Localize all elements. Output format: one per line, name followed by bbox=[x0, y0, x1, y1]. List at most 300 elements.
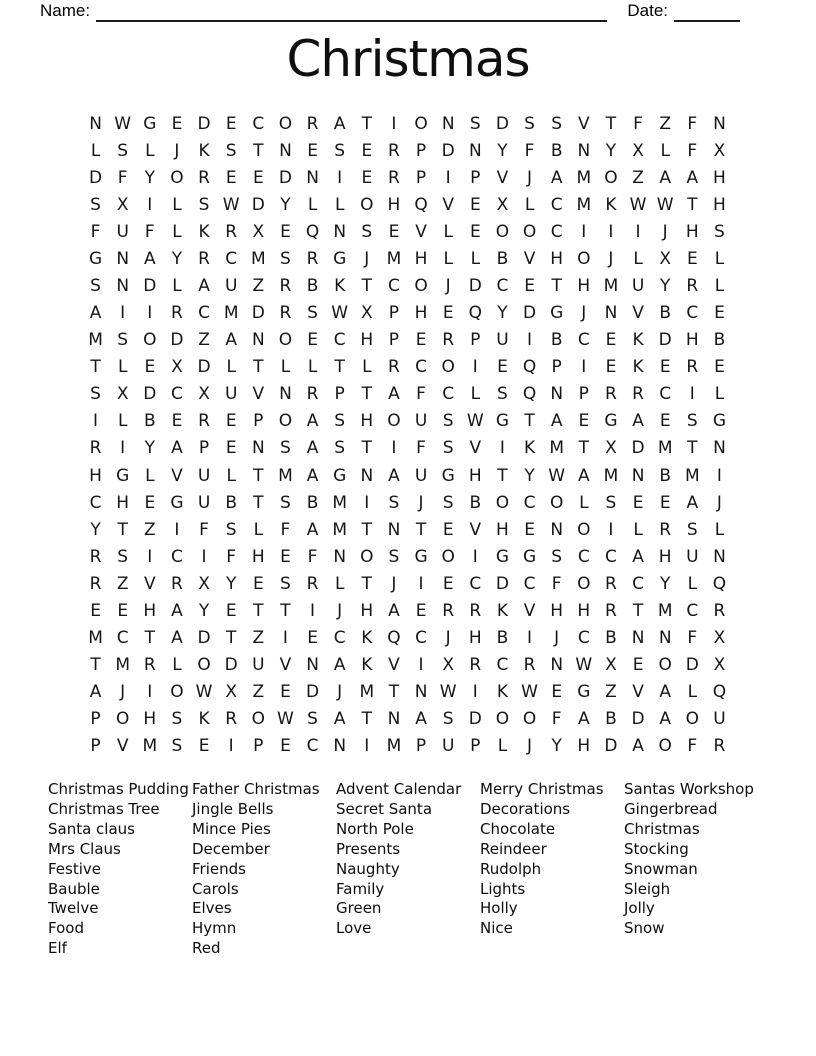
grid-letter: D bbox=[658, 330, 672, 351]
grid-letter: D bbox=[631, 438, 645, 459]
grid-letter: B bbox=[143, 411, 156, 432]
grid-letter: L bbox=[524, 194, 535, 215]
grid-letter: J bbox=[527, 736, 533, 757]
grid-letter: N bbox=[116, 276, 130, 296]
grid-letter: Q bbox=[522, 357, 537, 378]
grid-letter: U bbox=[496, 330, 509, 351]
word-item: Love bbox=[336, 919, 372, 938]
grid-letter: V bbox=[415, 221, 427, 242]
grid-letter: H bbox=[468, 628, 482, 649]
grid-letter: T bbox=[253, 492, 264, 513]
grid-letter: I bbox=[581, 357, 587, 378]
grid-letter: B bbox=[605, 709, 617, 730]
grid-letter: C bbox=[550, 221, 563, 242]
grid-letter: A bbox=[306, 465, 319, 486]
word-item: Green bbox=[336, 899, 382, 918]
grid-letter: R bbox=[225, 709, 238, 730]
name-blank-line bbox=[96, 2, 607, 22]
grid-letter: X bbox=[713, 140, 726, 161]
grid-letter: C bbox=[333, 628, 346, 649]
word-item: Family bbox=[336, 879, 385, 898]
grid-letter: O bbox=[522, 221, 537, 242]
grid-letter: Y bbox=[497, 303, 508, 324]
grid-letter: S bbox=[442, 438, 454, 459]
grid-letter: N bbox=[279, 140, 292, 161]
word-item: Christmas Pudding bbox=[48, 780, 189, 798]
grid-letter: P bbox=[198, 438, 210, 459]
word-item: Sleigh bbox=[624, 879, 671, 898]
grid-letter: O bbox=[170, 682, 184, 703]
grid-letter: R bbox=[686, 357, 699, 378]
grid-letter: C bbox=[523, 573, 536, 594]
grid-letter: P bbox=[415, 736, 427, 757]
grid-letter: T bbox=[253, 465, 264, 486]
grid-letter: O bbox=[143, 330, 157, 351]
grid-letter: G bbox=[333, 465, 347, 486]
grid-letter: M bbox=[332, 492, 348, 513]
grid-letter: H bbox=[414, 248, 428, 269]
grid-letter: I bbox=[445, 167, 451, 188]
grid-letter: B bbox=[550, 140, 563, 161]
grid-letter: G bbox=[550, 303, 564, 324]
word-item: Mrs Claus bbox=[48, 839, 121, 858]
grid-letter: K bbox=[632, 330, 644, 351]
grid-letter: T bbox=[497, 465, 508, 486]
grid-letter: Z bbox=[252, 682, 265, 703]
grid-letter: A bbox=[577, 465, 590, 486]
grid-letter: O bbox=[278, 411, 293, 432]
grid-letter: L bbox=[280, 357, 291, 378]
grid-letter: X bbox=[360, 303, 373, 324]
grid-letter: G bbox=[577, 682, 591, 703]
grid-letter: R bbox=[306, 248, 319, 269]
grid-letter: F bbox=[551, 573, 562, 594]
grid-letter: F bbox=[416, 438, 426, 459]
grid-letter: A bbox=[388, 384, 400, 405]
grid-letter: R bbox=[89, 438, 102, 459]
grid-letter: S bbox=[686, 411, 698, 432]
grid-letter: A bbox=[198, 276, 210, 296]
word-list-column bbox=[336, 780, 480, 959]
grid-letter: D bbox=[468, 276, 482, 296]
grid-letter: A bbox=[333, 709, 346, 730]
grid-letter: Y bbox=[198, 600, 210, 621]
grid-letter: D bbox=[251, 194, 265, 215]
grid-letter: F bbox=[524, 140, 535, 161]
grid-letter: Q bbox=[522, 384, 537, 405]
grid-letter: R bbox=[713, 736, 726, 757]
grid-letter: S bbox=[225, 140, 237, 161]
grid-letter: C bbox=[605, 546, 617, 567]
grid-letter: L bbox=[117, 411, 128, 432]
word-item: Mince Pies bbox=[192, 819, 271, 838]
word-item: Elves bbox=[192, 899, 232, 918]
grid-letter: I bbox=[147, 546, 153, 567]
grid-letter: W bbox=[575, 655, 593, 676]
grid-letter: Z bbox=[143, 519, 156, 540]
grid-letter: N bbox=[333, 221, 347, 242]
word-item: Rudolph bbox=[480, 859, 542, 878]
grid-letter: P bbox=[253, 736, 264, 757]
grid-letter: H bbox=[496, 519, 509, 540]
grid-letter: Q bbox=[712, 682, 727, 703]
grid-letter: S bbox=[388, 492, 400, 513]
grid-letter: F bbox=[280, 519, 291, 540]
grid-letter: F bbox=[199, 519, 209, 540]
grid-letter: Y bbox=[144, 167, 155, 188]
grid-letter: D bbox=[604, 736, 618, 757]
grid-letter: X bbox=[171, 357, 183, 378]
grid-letter: L bbox=[714, 519, 725, 540]
grid-letter: Q bbox=[468, 303, 482, 324]
grid-letter: C bbox=[415, 357, 427, 378]
grid-letter: I bbox=[364, 492, 370, 513]
grid-letter: O bbox=[441, 546, 455, 567]
grid-letter: K bbox=[361, 628, 373, 649]
grid-letter: L bbox=[470, 384, 481, 405]
grid-letter: P bbox=[415, 140, 427, 161]
grid-letter: T bbox=[253, 600, 264, 621]
grid-letter: N bbox=[306, 167, 319, 188]
grid-letter: L bbox=[334, 573, 345, 594]
grid-letter: O bbox=[685, 709, 699, 730]
grid-letter: C bbox=[632, 573, 644, 594]
word-item: Hymn bbox=[192, 919, 237, 938]
grid-letter: A bbox=[415, 709, 427, 730]
grid-letter: D bbox=[306, 682, 320, 703]
grid-letter: H bbox=[713, 194, 726, 215]
name-date-row bbox=[40, 0, 740, 22]
grid-letter: Z bbox=[659, 113, 672, 134]
grid-letter: A bbox=[550, 411, 563, 432]
grid-letter: L bbox=[226, 357, 236, 378]
grid-letter: I bbox=[418, 655, 424, 676]
grid-letter: R bbox=[605, 600, 617, 621]
grid-letter: N bbox=[89, 113, 102, 134]
grid-letter: W bbox=[656, 194, 674, 215]
grid-letter: T bbox=[144, 628, 155, 649]
grid-letter: F bbox=[687, 628, 698, 649]
word-item: Snowman bbox=[624, 859, 698, 878]
word-item: Twelve bbox=[48, 899, 99, 918]
grid-letter: P bbox=[388, 303, 400, 324]
grid-letter: R bbox=[605, 384, 617, 405]
grid-letter: L bbox=[334, 194, 345, 215]
grid-letter: V bbox=[442, 194, 454, 215]
grid-letter: L bbox=[172, 194, 182, 215]
word-item: Carols bbox=[192, 879, 239, 898]
grid-letter: X bbox=[605, 438, 617, 459]
grid-letter: I bbox=[147, 303, 153, 324]
grid-letter: M bbox=[250, 248, 266, 269]
grid-letter: J bbox=[120, 682, 126, 703]
grid-letter: L bbox=[307, 194, 318, 215]
grid-letter: V bbox=[577, 113, 590, 134]
grid-letter: C bbox=[171, 384, 183, 405]
grid-letter: I bbox=[201, 546, 207, 567]
date-label: Date: bbox=[627, 1, 668, 20]
grid-letter: N bbox=[550, 519, 564, 540]
grid-letter: I bbox=[689, 384, 695, 405]
word-item: Decorations bbox=[480, 799, 571, 818]
grid-letter: N bbox=[658, 628, 672, 649]
grid-letter: C bbox=[333, 330, 346, 351]
grid-letter: I bbox=[608, 519, 614, 540]
grid-letter: N bbox=[441, 113, 455, 134]
grid-letter: E bbox=[659, 492, 671, 513]
grid-letter: J bbox=[364, 248, 370, 269]
grid-letter: Z bbox=[252, 628, 265, 649]
grid-letter: Y bbox=[280, 194, 291, 215]
grid-letter: P bbox=[90, 709, 101, 730]
word-list-column bbox=[48, 780, 192, 959]
grid-letter: T bbox=[361, 709, 372, 730]
grid-letter: V bbox=[523, 600, 536, 621]
grid-letter: B bbox=[306, 492, 319, 513]
grid-letter: G bbox=[116, 465, 130, 486]
grid-letter: D bbox=[631, 709, 645, 730]
grid-letter: K bbox=[605, 194, 617, 215]
grid-letter: W bbox=[114, 113, 132, 134]
word-list bbox=[48, 780, 788, 959]
grid-letter: I bbox=[282, 628, 288, 649]
grid-letter: A bbox=[225, 330, 237, 351]
grid-letter: E bbox=[225, 113, 237, 134]
grid-letter: X bbox=[713, 628, 726, 649]
grid-letter: V bbox=[252, 384, 265, 405]
grid-letter: N bbox=[631, 628, 645, 649]
grid-letter: S bbox=[497, 384, 508, 405]
grid-letter: J bbox=[445, 628, 451, 649]
grid-letter: S bbox=[90, 276, 101, 296]
word-item: North Pole bbox=[336, 819, 414, 838]
grid-letter: K bbox=[198, 709, 210, 730]
grid-letter: C bbox=[225, 248, 238, 269]
grid-letter: W bbox=[195, 682, 213, 703]
grid-letter: A bbox=[388, 600, 400, 621]
grid-letter: E bbox=[469, 221, 481, 242]
grid-letter: B bbox=[605, 628, 617, 649]
grid-letter: P bbox=[470, 330, 481, 351]
grid-letter: T bbox=[551, 276, 562, 296]
grid-letter: A bbox=[306, 438, 319, 459]
grid-letter: Z bbox=[198, 330, 210, 351]
grid-letter: X bbox=[632, 140, 644, 161]
grid-letter: N bbox=[713, 113, 726, 134]
grid-letter: I bbox=[418, 573, 424, 594]
grid-letter: J bbox=[581, 303, 587, 324]
grid-letter: E bbox=[578, 411, 590, 432]
grid-letter: M bbox=[576, 167, 592, 188]
grid-letter: X bbox=[496, 194, 509, 215]
grid-letter: T bbox=[361, 113, 372, 134]
grid-letter: T bbox=[361, 573, 372, 594]
grid-letter: E bbox=[497, 357, 508, 378]
grid-letter: S bbox=[280, 438, 291, 459]
grid-letter: P bbox=[578, 384, 589, 405]
grid-letter: I bbox=[174, 519, 180, 540]
grid-letter: U bbox=[224, 276, 238, 296]
grid-letter: R bbox=[469, 655, 482, 676]
grid-letter: S bbox=[280, 492, 291, 513]
grid-letter: U bbox=[224, 384, 238, 405]
grid-letter: S bbox=[171, 709, 183, 730]
grid-letter: C bbox=[686, 600, 699, 621]
grid-letter: L bbox=[172, 276, 182, 296]
word-item: Friends bbox=[192, 859, 246, 878]
grid-letter: R bbox=[171, 573, 183, 594]
grid-letter: I bbox=[120, 438, 126, 459]
grid-letter: J bbox=[716, 492, 722, 513]
grid-letter: L bbox=[117, 357, 128, 378]
grid-letter: S bbox=[90, 384, 101, 405]
grid-letter: H bbox=[577, 600, 591, 621]
grid-letter: T bbox=[117, 519, 128, 540]
grid-letter: C bbox=[550, 194, 563, 215]
grid-letter: E bbox=[361, 140, 373, 161]
grid-letter: J bbox=[445, 276, 451, 296]
grid-letter: S bbox=[334, 411, 346, 432]
word-item: Nice bbox=[480, 919, 513, 938]
grid-letter: O bbox=[604, 167, 618, 188]
grid-letter: A bbox=[659, 167, 671, 188]
grid-letter: E bbox=[686, 248, 698, 269]
grid-letter: R bbox=[632, 384, 644, 405]
word-item: Chocolate bbox=[480, 819, 556, 838]
grid-letter: T bbox=[90, 655, 101, 676]
grid-letter: F bbox=[687, 140, 698, 161]
grid-letter: S bbox=[442, 709, 454, 730]
grid-letter: E bbox=[171, 411, 183, 432]
grid-letter: G bbox=[333, 248, 347, 269]
grid-letter: E bbox=[524, 519, 535, 540]
grid-letter: N bbox=[713, 438, 726, 459]
grid-letter: B bbox=[306, 276, 319, 296]
grid-letter: H bbox=[685, 221, 699, 242]
grid-letter: E bbox=[280, 736, 291, 757]
grid-letter: G bbox=[604, 411, 618, 432]
grid-letter: I bbox=[472, 546, 478, 567]
grid-letter: E bbox=[252, 167, 264, 188]
grid-letter: L bbox=[714, 276, 725, 296]
grid-letter: N bbox=[604, 303, 618, 324]
grid-letter: V bbox=[171, 465, 183, 486]
grid-letter: D bbox=[170, 330, 184, 351]
grid-letter: C bbox=[469, 573, 482, 594]
grid-letter: U bbox=[197, 465, 211, 486]
grid-letter: U bbox=[414, 465, 428, 486]
grid-letter: Y bbox=[524, 465, 535, 486]
grid-letter: E bbox=[605, 330, 617, 351]
grid-letter: A bbox=[143, 248, 156, 269]
word-item: December bbox=[192, 839, 270, 858]
grid-letter: B bbox=[659, 465, 672, 486]
grid-letter: E bbox=[198, 736, 210, 757]
grid-letter: L bbox=[145, 465, 155, 486]
grid-letter: L bbox=[307, 357, 318, 378]
grid-letter: N bbox=[387, 709, 401, 730]
grid-letter: L bbox=[714, 384, 725, 405]
grid-letter: T bbox=[225, 628, 237, 649]
grid-letter: R bbox=[89, 546, 102, 567]
grid-letter: O bbox=[441, 357, 455, 378]
grid-letter: M bbox=[88, 330, 103, 351]
grid-letter: G bbox=[495, 546, 510, 567]
word-item: Gingerbread bbox=[624, 799, 718, 818]
grid-letter: O bbox=[251, 709, 265, 730]
grid-letter: Q bbox=[414, 194, 428, 215]
grid-letter: L bbox=[497, 736, 508, 757]
grid-letter: I bbox=[337, 167, 343, 188]
grid-letter: L bbox=[145, 140, 155, 161]
grid-letter: M bbox=[332, 519, 348, 540]
grid-letter: G bbox=[414, 546, 428, 567]
grid-letter: Y bbox=[605, 140, 617, 161]
grid-letter: R bbox=[388, 140, 400, 161]
grid-letter: D bbox=[224, 655, 238, 676]
grid-letter: S bbox=[198, 194, 210, 215]
grid-letter: X bbox=[605, 655, 617, 676]
grid-letter: D bbox=[685, 655, 699, 676]
grid-letter: E bbox=[714, 303, 725, 324]
grid-letter: D bbox=[495, 113, 509, 134]
grid-letter: K bbox=[496, 600, 509, 621]
grid-letter: B bbox=[713, 330, 726, 351]
grid-letter: I bbox=[527, 628, 533, 649]
grid-letter: C bbox=[415, 628, 427, 649]
grid-letter: L bbox=[253, 519, 264, 540]
grid-letter: Z bbox=[632, 167, 644, 188]
grid-letter: L bbox=[633, 248, 643, 269]
grid-letter: D bbox=[441, 140, 455, 161]
grid-letter: E bbox=[361, 167, 373, 188]
grid-letter: D bbox=[197, 357, 211, 378]
grid-letter: N bbox=[550, 384, 564, 405]
word-item: Food bbox=[48, 919, 84, 938]
grid-letter: I bbox=[472, 357, 478, 378]
grid-letter: A bbox=[686, 492, 699, 513]
grid-letter: E bbox=[90, 600, 101, 621]
grid-letter: N bbox=[414, 682, 428, 703]
grid-letter: L bbox=[687, 573, 698, 594]
grid-letter: U bbox=[414, 411, 428, 432]
grid-letter: V bbox=[116, 736, 129, 757]
word-item: Jolly bbox=[624, 899, 655, 918]
grid-letter: B bbox=[469, 492, 482, 513]
grid-letter: T bbox=[687, 438, 698, 459]
word-list-column bbox=[624, 780, 768, 959]
grid-letter: O bbox=[115, 709, 130, 730]
grid-letter: E bbox=[605, 357, 617, 378]
grid-letter: L bbox=[172, 655, 182, 676]
grid-letter: N bbox=[550, 655, 564, 676]
grid-letter: T bbox=[280, 600, 291, 621]
word-item: Holly bbox=[480, 899, 518, 918]
grid-letter: T bbox=[361, 438, 372, 459]
grid-letter: O bbox=[387, 411, 401, 432]
grid-letter: A bbox=[632, 736, 644, 757]
word-item: Snow bbox=[624, 919, 665, 938]
grid-letter: Y bbox=[659, 276, 671, 296]
grid-letter: H bbox=[360, 600, 374, 621]
grid-letter: U bbox=[686, 546, 699, 567]
grid-letter: G bbox=[712, 411, 727, 432]
grid-letter: E bbox=[144, 357, 156, 378]
grid-letter: X bbox=[198, 384, 210, 405]
grid-letter: I bbox=[120, 303, 126, 324]
grid-letter: Y bbox=[171, 248, 183, 269]
grid-letter: A bbox=[577, 709, 590, 730]
